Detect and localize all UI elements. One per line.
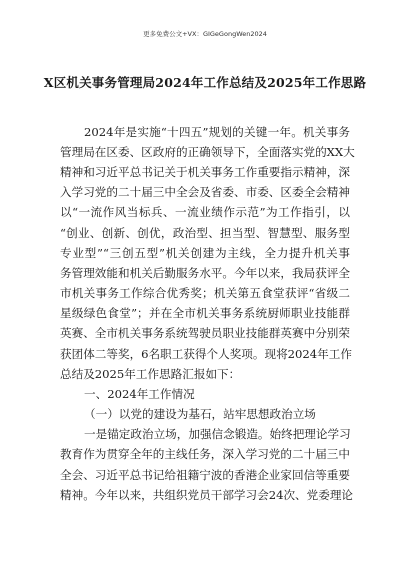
- paragraph-line: 精神。今年以来，共组织党员干部学习会24次、党委理论: [60, 488, 354, 502]
- paragraph-line: “创业、创新、创优，政治型、担当型、智慧型、服务型: [60, 226, 350, 240]
- paragraph-line: 以“一流作风当标兵、一流业绩作示范”为工作指引，以: [60, 205, 350, 219]
- section-heading: 一、2024年工作情况: [84, 387, 195, 401]
- paragraph-line: 一是锚定政治立场，加强信念锻造。始终把理论学习: [84, 427, 351, 441]
- paragraph-line: 入学习党的二十届三中全会及省委、市委、区委全会精神: [60, 185, 350, 199]
- document-title: X区机关事务管理局2024年工作总结及2025年工作思路: [43, 75, 367, 90]
- paragraph-line: 全会、习近平总书记给祖籍宁波的香港企业家回信等重要: [60, 468, 350, 482]
- paragraph-line: 务管理效能和机关后勤服务水平。今年以来，我局获评全: [60, 266, 350, 280]
- subsection-heading: （一）以党的建设为基石，站牢思想政治立场: [84, 407, 316, 421]
- paragraph-line: 获团体二等奖，6名职工获得个人奖项。现将2024年工作: [60, 347, 352, 361]
- paragraph-line: 星级绿色食堂”；并在全市机关事务系统厨师职业技能群: [60, 306, 350, 320]
- paragraph-line: 总结及2025年工作思路汇报如下：: [60, 367, 241, 381]
- paragraph-line: 英赛、全市机关事务系统驾驶员职业技能群英赛中分别荣: [60, 326, 350, 340]
- paragraph-line: 市机关事务工作综合优秀奖；机关第五食堂获评“省级二: [60, 286, 350, 300]
- header-note: 更多免费公文+VX：GIGeGongWen2024: [143, 30, 267, 38]
- paragraph-line: 专业型”“三创五型”机关创建为主线，全力提升机关事: [60, 246, 350, 260]
- paragraph-line: 教育作为贯穿全年的主线任务，深入学习党的二十届三中: [60, 447, 350, 461]
- paragraph-line: 精神和习近平总书记关于机关事务工作重要指示精神，深: [60, 165, 350, 179]
- paragraph-line: 2024年是实施“十四五”规划的关键一年。机关事务: [84, 125, 350, 139]
- paragraph-line: 管理局在区委、区政府的正确领导下，全面落实党的XX大: [60, 145, 355, 159]
